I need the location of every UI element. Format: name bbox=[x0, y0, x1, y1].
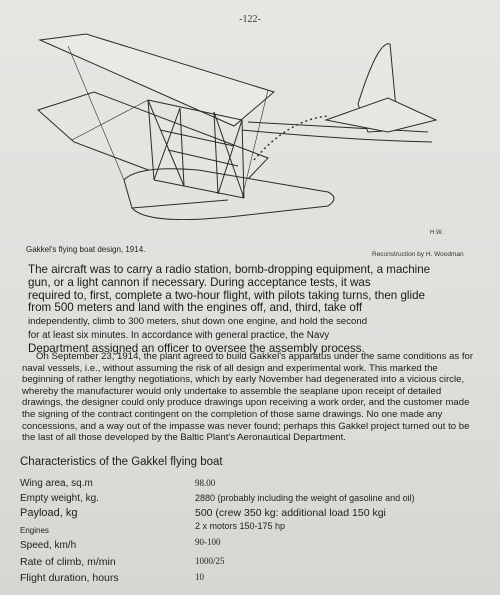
spec-label: Speed, km/h bbox=[20, 540, 77, 551]
spec-row bbox=[20, 537, 480, 556]
spec-value: 90-100 bbox=[195, 537, 221, 547]
paragraph-2: On September 23, 1914, the plant agreed to build Gakkel's apparatus under the same conditions as for naval vessels, i.e., without assuming the risk of all design and experimental work. This marked the beginning of rather lengthy negotiations, which by early November had degenerated into a vicious circle, whereby the manufacturer would only undertake to assemble the seaplane upon receipt of detailed drawings, the designer could only produce drawings upon receiving a work order, and the customer made the signing of the contract contingent on the completion of those same drawings. No one made any concessions, and a way out of the impasse was never found; perhaps this Gakkel project turned out to be the last of all those developed by the Baltic Plant's Aeronautical Department. bbox=[22, 351, 474, 444]
text-line: The aircraft was to carry a radio station, bomb-dropping equipment, a machine bbox=[28, 263, 431, 276]
spec-value: 500 (crew 350 kg: additional load 150 kgi bbox=[195, 507, 386, 519]
spec-label: Wing area, sq.m bbox=[20, 478, 93, 489]
illustrator-signature: H.W. bbox=[430, 230, 443, 236]
spec-value: 2880 (probably including the weight of gasoline and oil) bbox=[195, 493, 415, 503]
specs-title: Characteristics of the Gakkel flying boat bbox=[20, 456, 223, 468]
text-line: gun, or a light cannon if necessary. During acceptance tests, it was bbox=[28, 275, 371, 289]
spec-value: 1000/25 bbox=[195, 556, 225, 566]
spec-label: Payload, kg bbox=[20, 507, 78, 519]
spec-row bbox=[20, 556, 480, 572]
spec-value: 98.00 bbox=[195, 478, 216, 488]
spec-row bbox=[20, 572, 480, 588]
figure-credit: Reconstruction by H. Woodman bbox=[372, 251, 464, 258]
spec-label: Engines bbox=[20, 526, 49, 535]
flying-boat-illustration bbox=[28, 30, 472, 242]
spec-label: Empty weight, kg. bbox=[20, 493, 99, 504]
figure-caption: Gakkel's flying boat design, 1914. bbox=[26, 245, 146, 254]
page-number: -122- bbox=[239, 14, 261, 25]
spec-row bbox=[20, 521, 480, 540]
spec-row bbox=[20, 478, 480, 494]
spec-label: Rate of climb, m/min bbox=[20, 556, 116, 568]
paragraph-1 bbox=[28, 264, 474, 356]
spec-value: 2 x motors 150-175 hp bbox=[195, 521, 286, 531]
spec-label: Flight duration, hours bbox=[20, 572, 119, 584]
text-line: for at least six minutes. In accordance with general practice, the Navy bbox=[28, 329, 330, 341]
text-line: from 500 meters and land with the engines off, and, third, take off bbox=[28, 301, 363, 315]
text-line: Department assigned an officer to oversee the assembly process. bbox=[28, 341, 365, 355]
text-line: independently, climb to 300 meters, shut down one engine, and hold the second bbox=[28, 316, 368, 328]
spec-value: 10 bbox=[195, 572, 204, 582]
text-line: required to, first, complete a two-hour flight, with pilots taking turns, then glide bbox=[28, 288, 425, 302]
